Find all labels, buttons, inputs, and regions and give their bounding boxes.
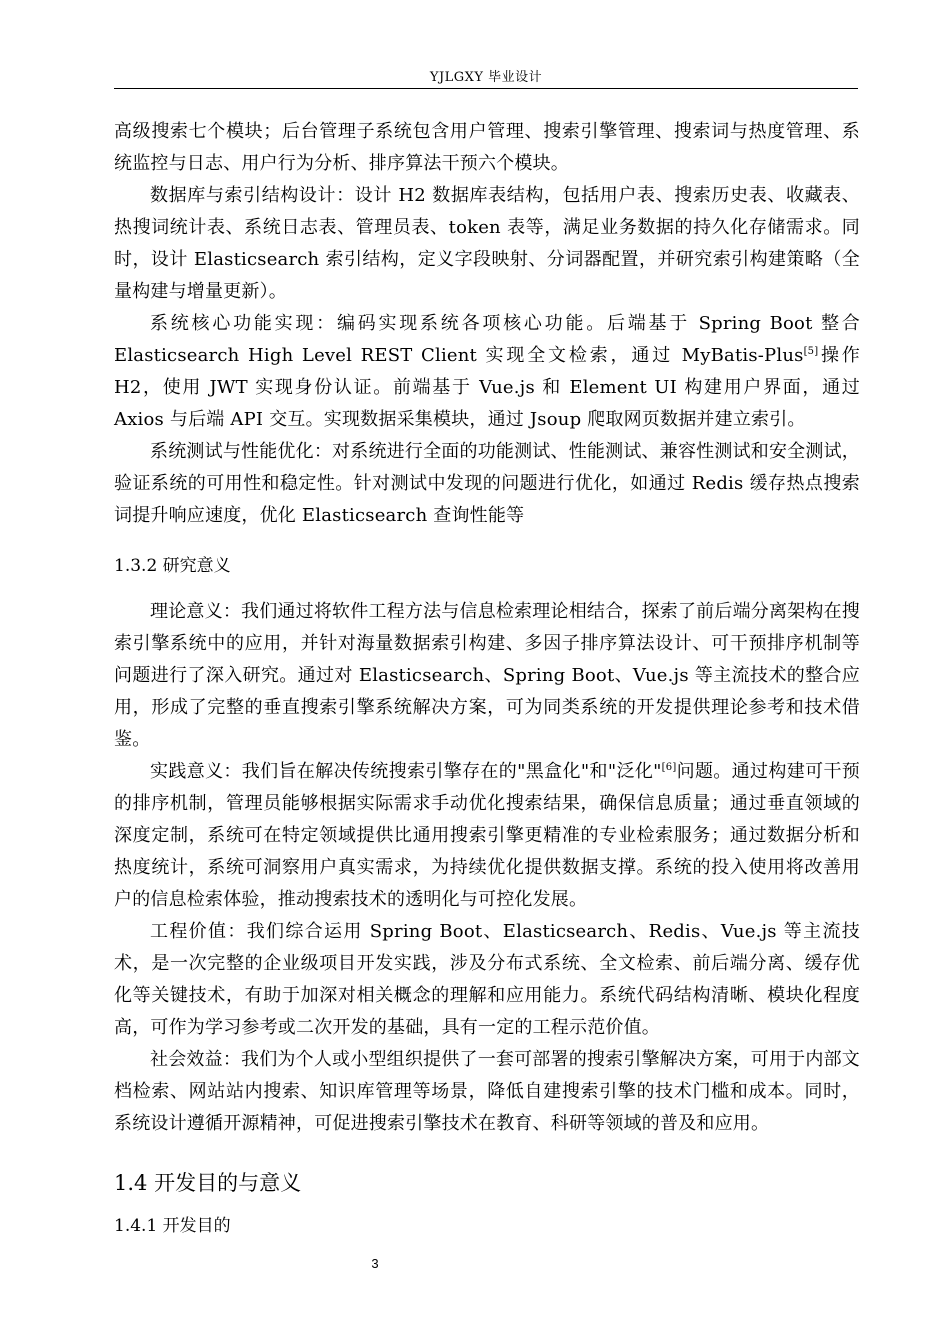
header-title: YJLGXY 毕业设计: [429, 70, 543, 85]
citation-6: [6]: [661, 762, 677, 773]
paragraph-core-features-part-b: 操作 H2，使用 JWT 实现身份认证。前端基于 Vue.js 和 Element UI 构建用户界面，通过 Axios 与后端 API 交互。实现数据采集模块，通过 Jsoup 爬取网页数据并建立索引。: [114, 345, 860, 430]
heading-1-4: 1.4 开发目的与意义: [114, 1171, 302, 1195]
heading-1-4-1: 1.4.1 开发目的: [114, 1216, 231, 1236]
document-body: [114, 116, 860, 1242]
paragraph-testing: 系统测试与性能优化：对系统进行全面的功能测试、性能测试、兼容性测试和安全测试，验证系统的可用性和稳定性。针对测试中发现的问题进行优化，如通过 Redis 缓存热点搜索词提升响应速度，优化 Elasticsearch 查询性能等: [114, 441, 860, 526]
paragraph-social: 社会效益：我们为个人或小型组织提供了一套可部署的搜索引擎解决方案，可用于内部文档检索、网站站内搜索、知识库管理等场景，降低自建搜索引擎的技术门槛和成本。同时，系统设计遵循开源精神，可促进搜索引擎技术在教育、科研等领域的普及和应用。: [114, 1049, 860, 1134]
paragraph-core-features-part-a: 系统核心功能实现：编码实现系统各项核心功能。后端基于 Spring Boot 整合 Elasticsearch High Level REST Client 实现全文检索，通过 MyBatis-Plus: [114, 313, 860, 366]
page-header: [114, 66, 858, 89]
paragraph-practice: [114, 756, 860, 916]
page-number: 3: [371, 1256, 379, 1271]
paragraph-practice-part-a: 实践意义：我们旨在解决传统搜索引擎存在的"黑盒化"和"泛化": [150, 761, 662, 782]
paragraph-database-design: 数据库与索引结构设计：设计 H2 数据库表结构，包括用户表、搜索历史表、收藏表、热搜词统计表、系统日志表、管理员表、token 表等，满足业务数据的持久化存储需求。同时，设计 Elasticsearch 索引结构，定义字段映射、分词器配置，并研究索引构建策略（全量构建与增量更新）。: [114, 185, 860, 302]
paragraph-core-features: [114, 308, 860, 436]
paragraph-practice-part-b: 问题。通过构建可干预的排序机制，管理员能够根据实际需求手动优化搜索结果，确保信息质量；通过垂直领域的深度定制，系统可在特定领域提供比通用搜索引擎更精准的专业检索服务；通过数据分析和热度统计，系统可洞察用户真实需求，为持续优化提供数据支撑。系统的投入使用将改善用户的信息检索体验，推动搜索技术的透明化与可控化发展。: [114, 761, 861, 910]
citation-5: [5]: [803, 346, 819, 357]
paragraph-modules: 高级搜索七个模块；后台管理子系统包含用户管理、搜索引擎管理、搜索词与热度管理、系统监控与日志、用户行为分析、排序算法干预六个模块。: [114, 121, 860, 174]
heading-1-3-2: 1.3.2 研究意义: [114, 556, 231, 576]
paragraph-theory: 理论意义：我们通过将软件工程方法与信息检索理论相结合，探索了前后端分离架构在搜索引擎系统中的应用，并针对海量数据索引构建、多因子排序算法设计、可干预排序机制等问题进行了深入研究。通过对 Elasticsearch、Spring Boot、Vue.js 等主流技术的整合应用，形成了完整的垂直搜索引擎系统解决方案，可为同类系统的开发提供理论参考和技术借鉴。: [114, 601, 860, 750]
paragraph-engineering: 工程价值：我们综合运用 Spring Boot、Elasticsearch、Redis、Vue.js 等主流技术，是一次完整的企业级项目开发实践，涉及分布式系统、全文检索、前后端分离、缓存优化等关键技术，有助于加深对相关概念的理解和应用能力。系统代码结构清晰、模块化程度高，可作为学习参考或二次开发的基础，具有一定的工程示范价值。: [114, 921, 860, 1038]
